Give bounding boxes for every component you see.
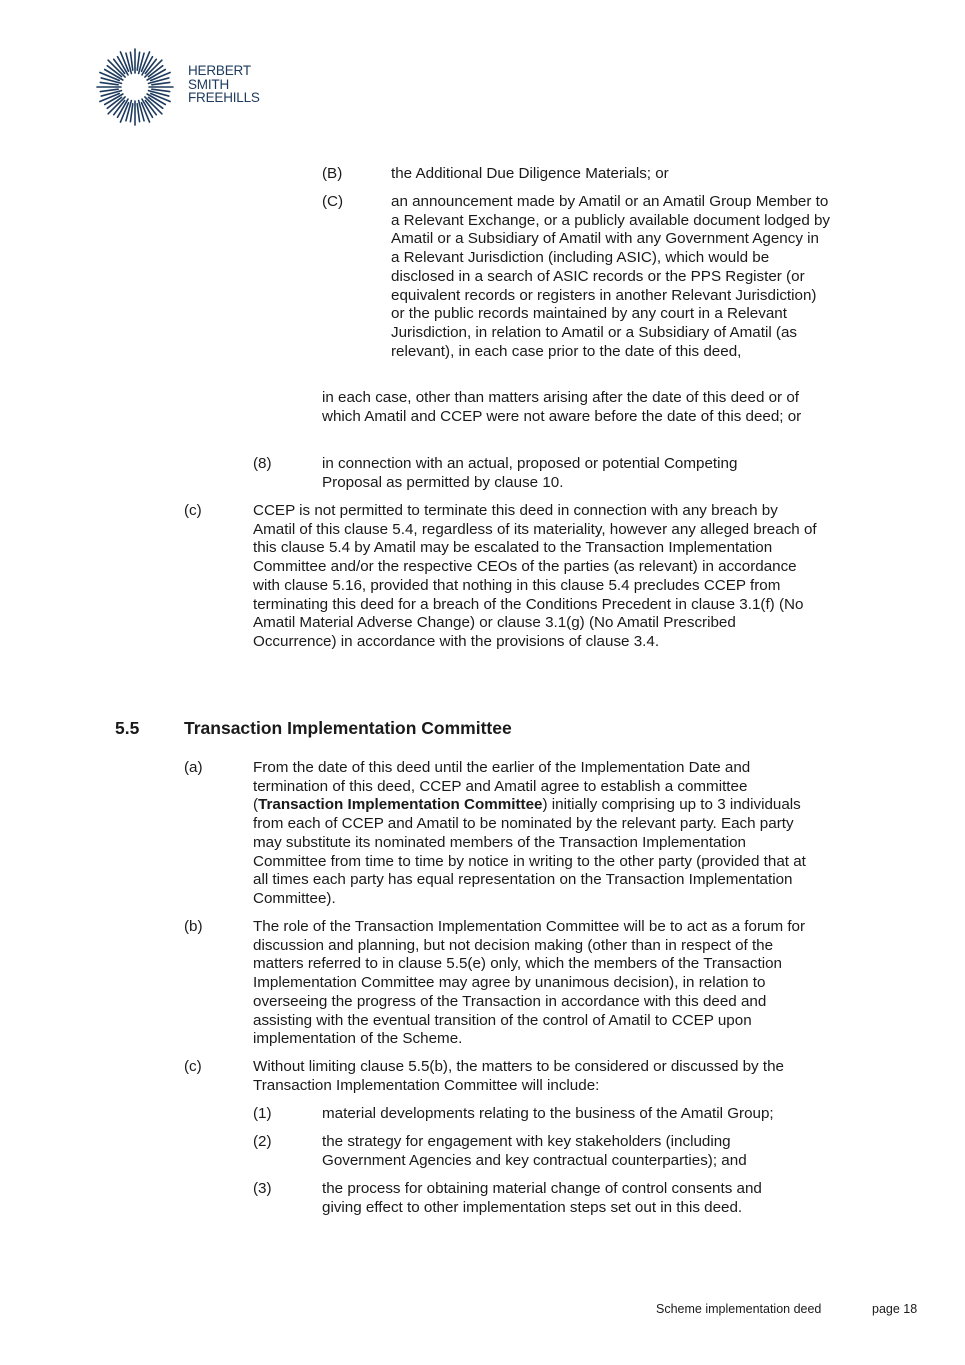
sunburst-ray [137, 52, 139, 70]
clause-label: (C) [322, 193, 344, 210]
clause-text-start: From the date of this deed until the earlier of the Implementation Date and termination of this deed, CCEP and Amatil agree to establish a committee ( [253, 759, 751, 814]
clause-label: (b) [184, 918, 203, 935]
sunburst-ray [137, 104, 139, 122]
sunburst-ray [130, 104, 132, 122]
clause-label: (8) [253, 455, 272, 472]
clause-text [253, 759, 823, 909]
section-number: 5.5 [115, 718, 140, 738]
footer-document-title: Scheme implementation deed [656, 1302, 822, 1316]
sunburst-ray [100, 89, 118, 91]
clause-text: The role of the Transaction Implementation Committee will be to act as a forum for discussion and planning, but not decision making (other than in respect of the matters referred to in clause 5.5(e) only, which the members of the Transaction Implementation Committee may agree by unanimous decision), in relation to overseeing the progress of the Transaction in accordance with this deed and assisting with the eventual transition of the control of Amatil to CCEP upon implementation of the Scheme. [253, 918, 806, 1048]
logo-line-2: SMITH [188, 76, 229, 92]
sunburst-ray [152, 89, 170, 91]
continuation-paragraph: in each case, other than matters arising after the date of this deed or of which Amatil and CCEP were not aware before the date of this deed; or [322, 389, 802, 425]
sunburst-ray [130, 52, 132, 70]
logo-line-1: HERBERT [188, 63, 251, 78]
sunburst-ray [100, 82, 118, 84]
clause-label: (B) [322, 165, 343, 182]
clause-text: the strategy for engagement with key stakeholders (including Government Agencies and key contractual counterparties); and [322, 1133, 747, 1169]
clause-text-end: ) initially comprising up to 3 individuals from each of CCEP and Amatil to be nominated by the relevant party. Each party may substitute its nominated members of the Transaction Implementation Committee from time to time by notice in writing to the other party (provided that at all times each party has equal representation on the Transaction Implementation Committee). [253, 796, 806, 907]
section-title: Transaction Implementation Committee [184, 718, 512, 738]
clause-label: (2) [253, 1133, 272, 1150]
clause-label: (c) [184, 502, 202, 519]
clause-text: CCEP is not permitted to terminate this deed in connection with any breach by Amatil of this clause 5.4, regardless of its materiality, however any alleged breach of this clause 5.4 by Amatil may be escalated to the Transaction Implementation Committee and/or the respective CEOs of the parties (as relevant) in accordance with clause 5.16, provided that nothing in this clause 5.4 precludes CCEP from terminating this deed for a breach of the Conditions Precedent in clause 3.1(f) (No Amatil Material Adverse Change) or clause 3.1(g) (No Amatil Prescribed Occurrence) in accordance with the provisions of clause 3.4. [253, 502, 817, 650]
sunburst-logo-icon [96, 48, 174, 126]
clause-label: (c) [184, 1058, 202, 1075]
clause-text: Without limiting clause 5.5(b), the matters to be considered or discussed by the Transaction Implementation Committee will include: [253, 1058, 784, 1094]
logo-line-3: FREEHILLS [188, 90, 260, 106]
footer-page-number: page 18 [872, 1302, 918, 1316]
clause-label: (3) [253, 1180, 272, 1197]
clause-text: the Additional Due Diligence Materials; or [391, 165, 669, 182]
herbert-smith-freehills-logo [96, 48, 286, 126]
clause-text: the process for obtaining material change of control consents and giving effect to other implementation steps set out in this deed. [322, 1180, 762, 1216]
logo-wordmark [188, 64, 260, 105]
defined-term: Transaction Implementation Committee [258, 796, 543, 814]
clause-label: (a) [184, 759, 203, 776]
sunburst-ray [152, 82, 170, 84]
clause-text: an announcement made by Amatil or an Amatil Group Member to a Relevant Exchange, or a publicly available document lodged by Amatil or a Subsidiary of Amatil with any Government Agency in a Relevant Jurisdiction (including ASIC), which would be disclosed in a search of ASIC records or the PPS Register (or equivalent records or registers in another Relevant Jurisdiction) or the public records maintained by any court in a Relevant Jurisdiction, in relation to Amatil or a Subsidiary of Amatil (as relevant), in each case prior to the date of this deed, [391, 193, 831, 360]
clause-text: material developments relating to the business of the Amatil Group; [322, 1105, 774, 1122]
clause-label: (1) [253, 1105, 272, 1122]
clause-text: in connection with an actual, proposed or potential Competing Proposal as permitted by clause 10. [322, 455, 738, 491]
